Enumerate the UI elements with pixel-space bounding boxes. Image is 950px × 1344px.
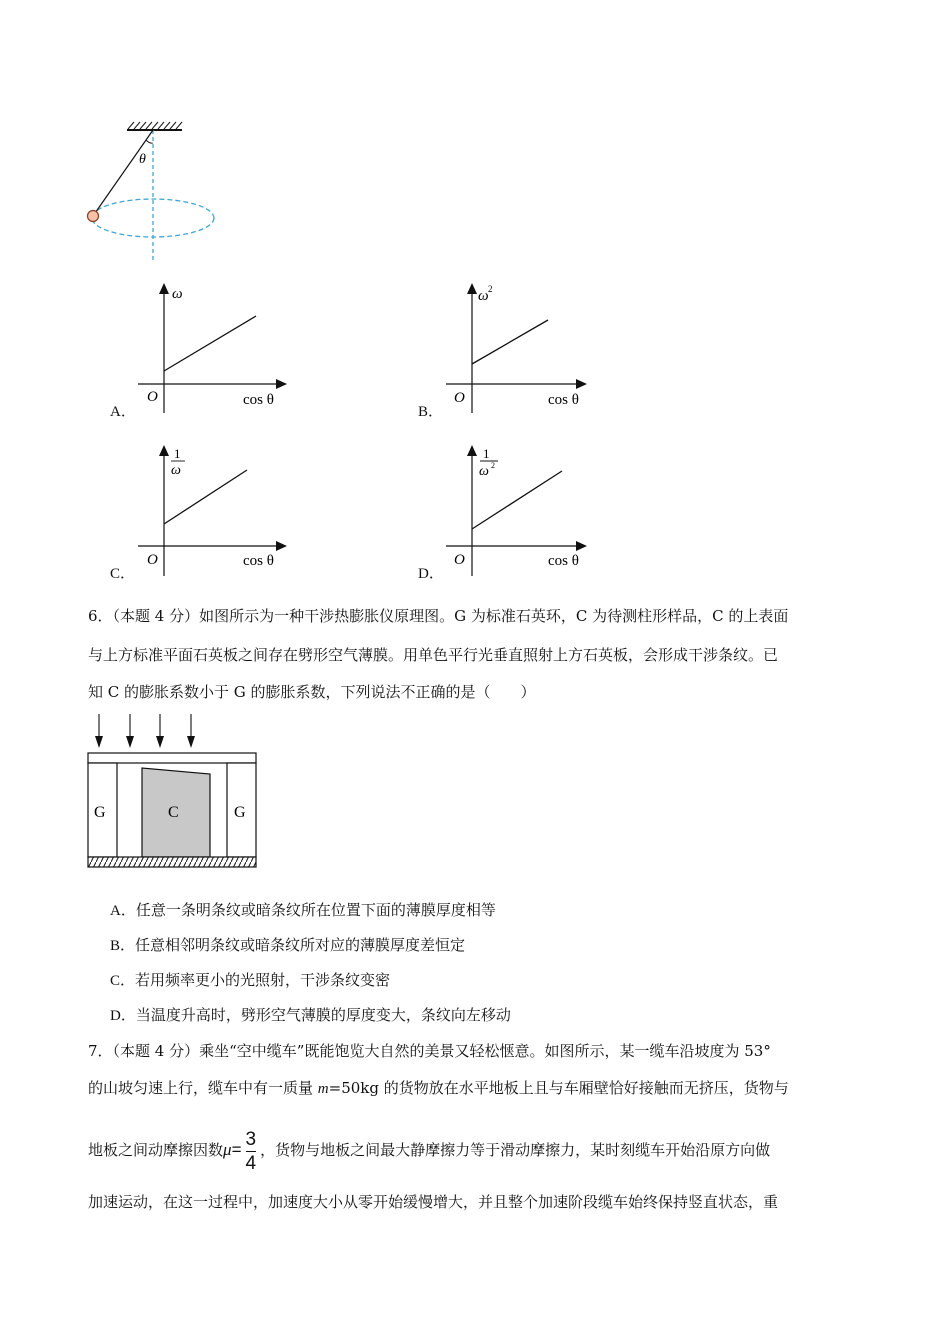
- q6-option-d-letter: D．: [110, 1008, 136, 1024]
- q6-stem-line-1: 6．（本题 4 分）如图所示为一种干涉热膨胀仪原理图。G 为标准石英环，C 为待测柱形样品，C 的上表面: [88, 607, 789, 625]
- graph-option-a: [130, 280, 300, 416]
- q6-option-c-text: 若用频率更小的光照射，干涉条纹变密: [135, 971, 391, 989]
- graph-c-y-num: 1: [174, 446, 181, 461]
- g-left-label: G: [94, 804, 106, 821]
- graph-a-y-label: ω: [172, 286, 183, 302]
- conical-pendulum-figure: [80, 118, 230, 268]
- q6-option-a-letter: A．: [110, 903, 136, 919]
- q7-stem-line-4: 加速运动，在这一过程中，加速度大小从零开始缓慢增大，并且整个加速阶段缆车始终保持竖直状态，重: [88, 1193, 779, 1211]
- q6-option-b-text: 任意相邻明条纹或暗条纹所对应的薄膜厚度差恒定: [135, 936, 466, 954]
- graph-c-y-den: ω: [171, 463, 181, 478]
- q6-option-d-text: 当温度升高时，劈形空气薄膜的厚度变大，条纹向左移动: [135, 1006, 511, 1024]
- graph-b-y-label: ω: [478, 288, 489, 304]
- q6-stem-line-2: 与上方标准平面石英板之间存在劈形空气薄膜。用单色平行光垂直照射上方石英板，会形成干涉条纹。已: [88, 646, 779, 664]
- graph-b-x-label: cos θ: [548, 392, 579, 408]
- q6-option-a-text: 任意一条明条纹或暗条纹所在位置下面的薄膜厚度相等: [135, 901, 496, 919]
- graph-b-line: [472, 320, 548, 364]
- q7-stem-line-3: [88, 1128, 770, 1174]
- q6-option-a: [110, 900, 496, 921]
- graph-option-b-letter: B．: [418, 404, 444, 420]
- graph-a-origin: O: [147, 389, 158, 405]
- interferometer-figure: [86, 712, 261, 872]
- c-sample-label: C: [168, 804, 179, 821]
- graph-b-y-sup: 2: [488, 284, 493, 294]
- q6-option-c: [110, 970, 390, 991]
- q7-stem-line-1: 7．（本题 4 分）乘坐“空中缆车”既能饱览大自然的美景又轻松惬意。如图所示，某一缆车沿坡度为 53°: [88, 1042, 771, 1060]
- q6-option-c-letter: C．: [110, 973, 136, 989]
- graph-option-d-letter: D．: [418, 566, 444, 582]
- graph-option-d: [440, 440, 610, 578]
- graph-d-y-num: 1: [483, 446, 490, 461]
- q6-option-b-letter: B．: [110, 938, 136, 954]
- graph-d-y-sup: 2: [491, 461, 495, 470]
- mu-fraction-denominator: 4: [245, 1152, 257, 1174]
- g-right-label: G: [234, 804, 246, 821]
- mass-variable: m: [317, 1081, 329, 1097]
- q6-option-b: [110, 935, 465, 956]
- graph-d-line: [472, 471, 562, 529]
- mu-fraction: [246, 1129, 257, 1174]
- angle-theta-label: θ: [139, 152, 146, 167]
- graph-d-origin: O: [454, 552, 465, 568]
- equals-sign: =: [231, 1140, 242, 1159]
- graph-a-line: [164, 316, 256, 371]
- q6-option-d: [110, 1005, 511, 1026]
- graph-b-origin: O: [454, 390, 465, 406]
- graph-option-b: [440, 280, 610, 416]
- q6-stem-line-3: 知 C 的膨胀系数小于 G 的膨胀系数，下列说法不正确的是（ ）: [88, 683, 536, 701]
- graph-a-x-label: cos θ: [243, 392, 274, 408]
- q7-line3-post: ，货物与地板之间最大静摩擦力等于滑动摩擦力，某时刻缆车开始沿原方向做: [260, 1141, 771, 1159]
- mu-variable: μ: [223, 1140, 232, 1159]
- q7-line2-pre: 的山坡匀速上行，缆车中有一质量: [88, 1079, 318, 1097]
- q7-stem-line-2: [88, 1078, 789, 1099]
- q7-line2-post: =50kg 的货物放在水平地板上且与车厢壁恰好接触而无挤压，货物与: [328, 1079, 789, 1097]
- graph-option-c-letter: C．: [110, 566, 136, 582]
- graph-option-c: [130, 440, 300, 578]
- graph-c-line: [164, 470, 247, 524]
- mu-fraction-numerator: 3: [245, 1128, 257, 1150]
- q7-line3-pre: 地板之间动摩擦因数: [88, 1141, 224, 1159]
- graph-d-x-label: cos θ: [548, 553, 579, 569]
- graph-c-x-label: cos θ: [243, 553, 274, 569]
- graph-d-y-den: ω: [479, 464, 489, 479]
- graph-option-a-letter: A．: [110, 404, 136, 420]
- graph-c-origin: O: [147, 552, 158, 568]
